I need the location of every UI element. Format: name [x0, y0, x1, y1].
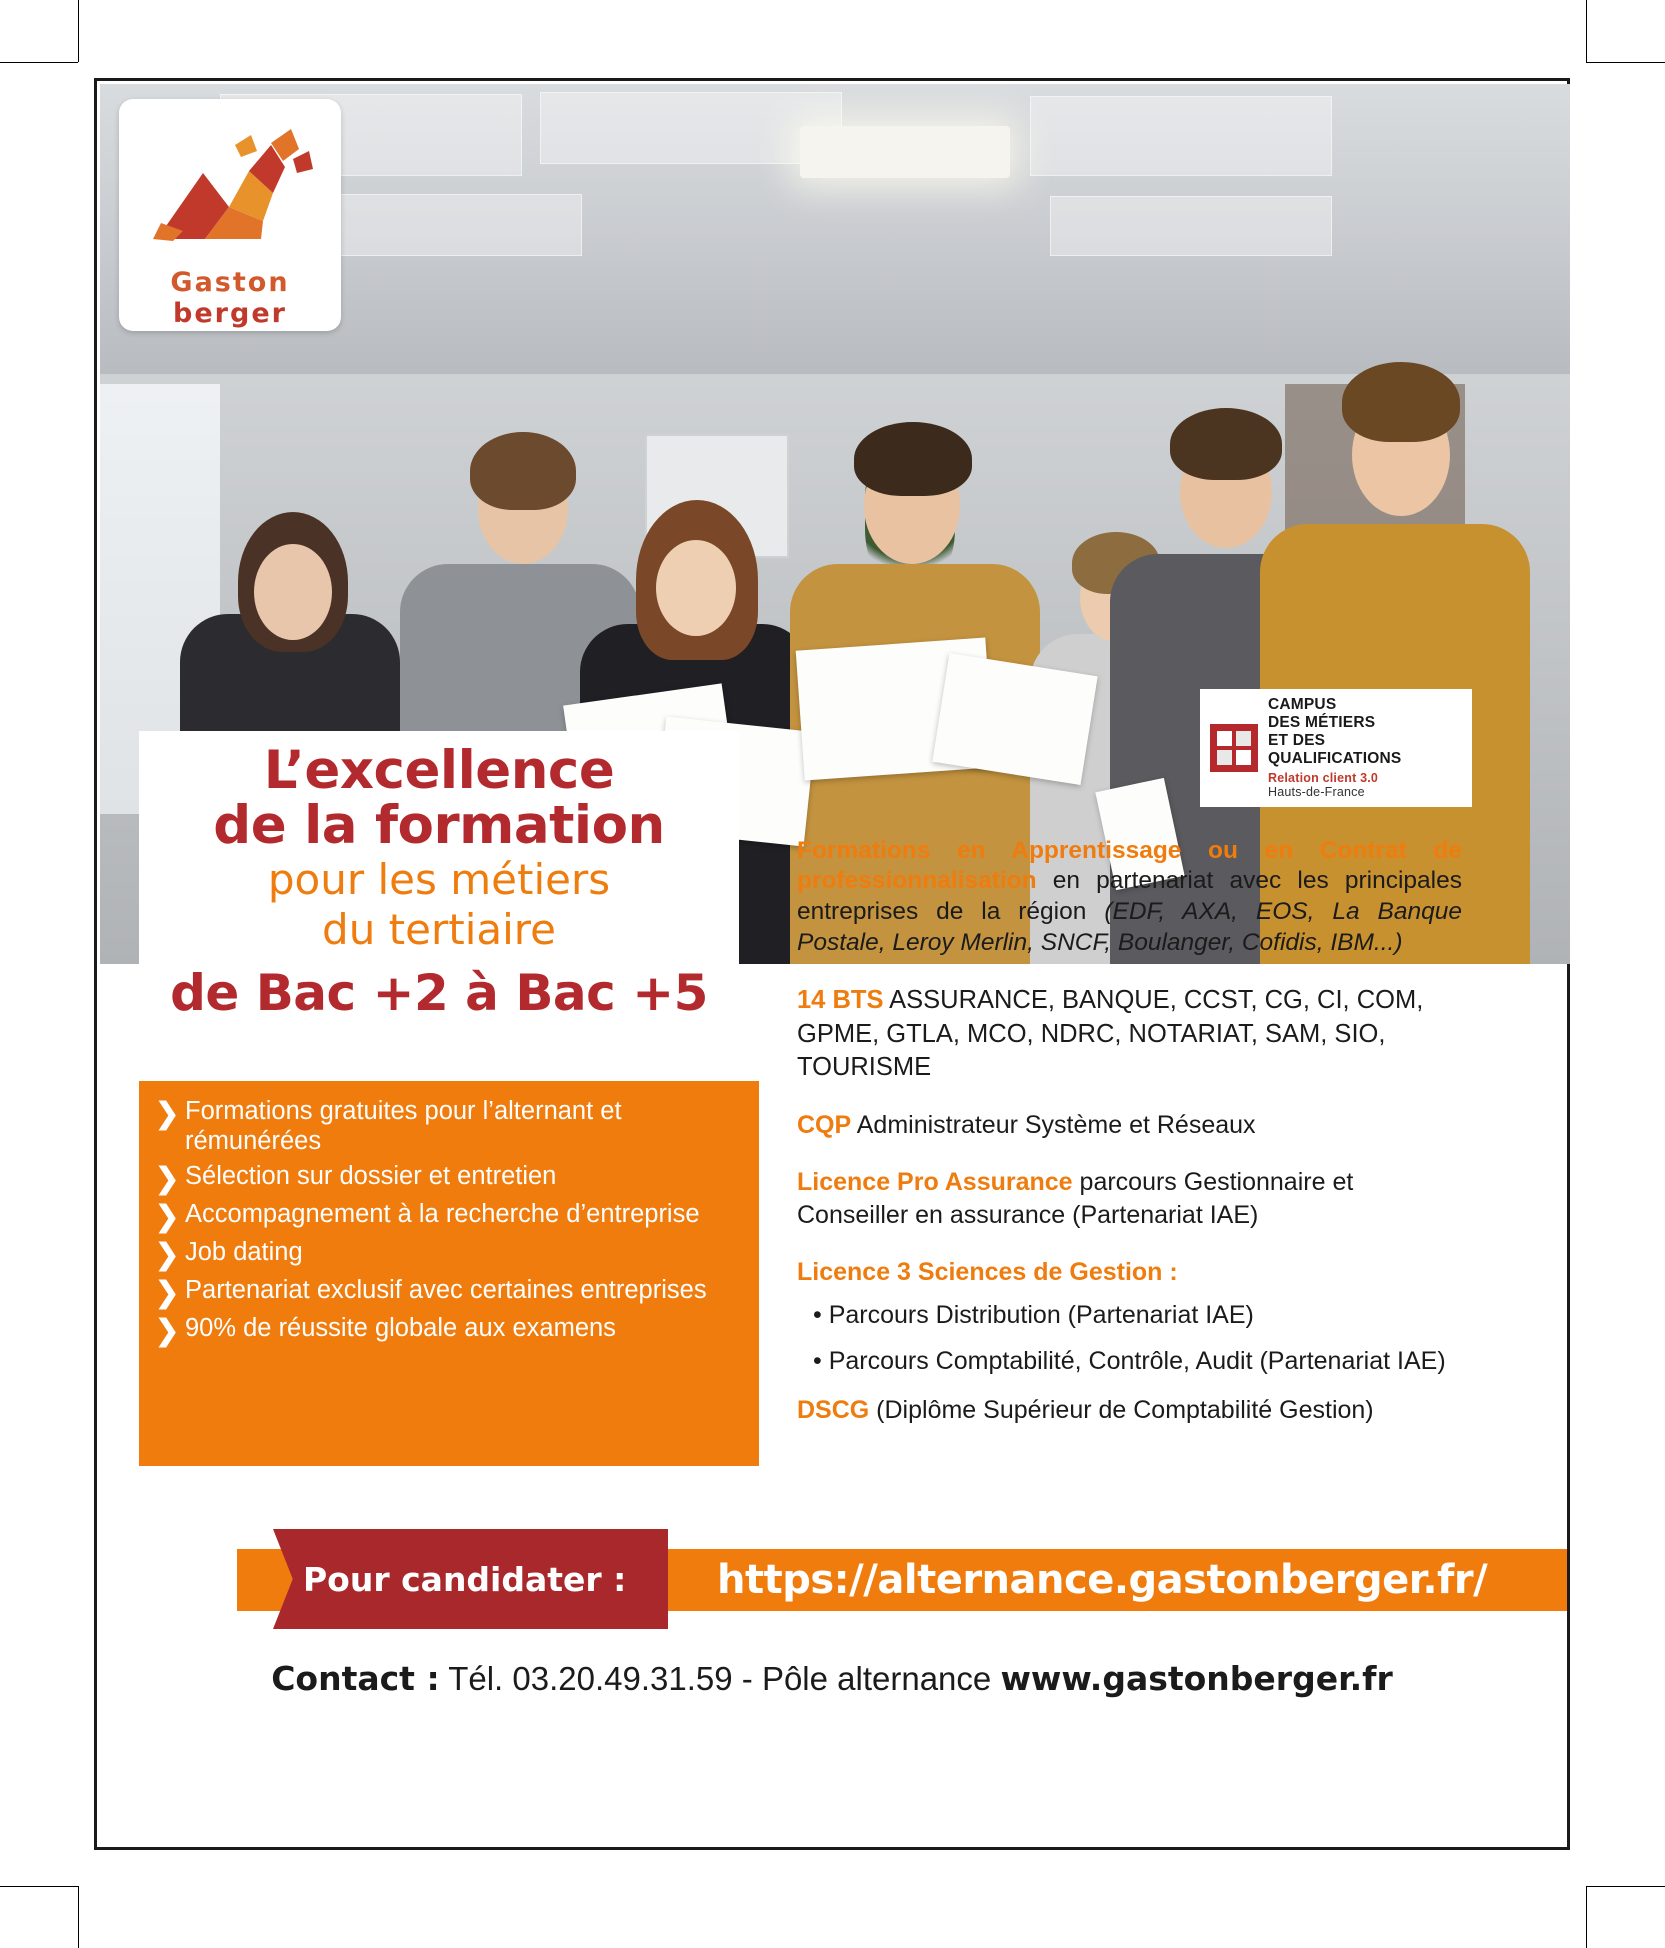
benefit-label: Job dating — [185, 1238, 303, 1267]
campus-line-3: ET DES — [1268, 732, 1326, 749]
contact-website[interactable]: www.gastonberger.fr — [1000, 1659, 1393, 1698]
programs-intro — [797, 836, 1462, 959]
bts-list: ASSURANCE, BANQUE, CCST, CG, CI, COM, GPME, GTLA, MCO, NDRC, NOTARIAT, SAM, SIO, TOURISME — [797, 986, 1424, 1081]
headline-line-1: L’excellence — [263, 740, 615, 801]
licence-pro-text: parcours Gestionnaire et Conseiller en assurance (Partenariat IAE) — [797, 1168, 1354, 1229]
contact-separator: - — [732, 1660, 762, 1697]
list-item — [155, 1238, 741, 1270]
dscg-block — [797, 1394, 1462, 1427]
campus-line-1: CAMPUS — [1268, 696, 1337, 714]
programs-intro-rest: en partenariat avec les principales entreprises de la région — [797, 867, 1462, 926]
crop-mark-bottom-right-vertical — [1586, 1886, 1587, 1948]
licence-pro-label: Licence Pro Assurance — [797, 1168, 1073, 1197]
cqp-label: CQP — [797, 1110, 852, 1139]
headline-box — [139, 731, 739, 1031]
crop-mark-bottom-right-horizontal — [1586, 1886, 1665, 1887]
crop-mark-top-left-vertical — [78, 0, 79, 62]
logo-line-2: berger — [173, 298, 287, 329]
crop-mark-top-right-horizontal — [1586, 62, 1665, 63]
campus-line-4: QUALIFICATIONS — [1268, 749, 1402, 767]
benefit-label: Sélection sur dossier et entretien — [185, 1162, 557, 1191]
contact-phone: Tél. 03.20.49.31.59 — [448, 1660, 733, 1697]
campus-badge-text — [1268, 696, 1401, 800]
programs-column — [797, 811, 1462, 1442]
crop-mark-bottom-left-horizontal — [0, 1886, 78, 1887]
logo-wordmark — [119, 267, 341, 329]
list-item — [155, 1276, 741, 1308]
chevron-right-icon: ❯ — [155, 1201, 180, 1234]
licence3-item: • Parcours Distribution (Partenariat IAE) — [813, 1300, 1254, 1329]
campus-cube-icon — [1208, 722, 1260, 774]
programs-intro-italic: (EDF, AXA, EOS, La Banque Postale, Leroy Merlin, SNCF, Boulanger, Cofidis, IBM...) — [797, 898, 1462, 957]
dscg-text: (Diplôme Supérieur de Comptabilité Gestion) — [869, 1395, 1374, 1424]
cqp-block — [797, 1109, 1462, 1142]
bts-label: 14 BTS — [797, 986, 884, 1015]
headline-line-3: pour les métiers — [267, 855, 611, 905]
crop-mark-top-left-horizontal — [0, 62, 78, 63]
headline-line-4: du tertiaire — [322, 905, 556, 955]
benefits-box — [139, 1081, 759, 1466]
headline-line-5: de Bac +2 à Bac +5 — [170, 963, 708, 1022]
benefit-label: Formations gratuites pour l’alternant et rémunérées — [185, 1097, 622, 1155]
dscg-label: DSCG — [797, 1395, 870, 1424]
list-item — [155, 1314, 741, 1346]
chevron-right-icon: ❯ — [155, 1163, 180, 1196]
list-item — [155, 1097, 741, 1156]
campus-line-2: DES MÉTIERS — [1268, 714, 1376, 732]
chevron-right-icon: ❯ — [155, 1239, 180, 1272]
cta-label: Pour candidater : — [303, 1559, 627, 1599]
crop-mark-top-right-vertical — [1586, 0, 1587, 62]
licence3-item: • Parcours Comptabilité, Contrôle, Audit (Partenariat IAE) — [813, 1347, 1446, 1376]
contact-label: Contact : — [271, 1659, 440, 1698]
list-item — [155, 1200, 741, 1232]
bts-block — [797, 984, 1462, 1083]
chevron-right-icon: ❯ — [155, 1277, 180, 1310]
licence3-label-text: Licence 3 Sciences de Gestion : — [797, 1258, 1178, 1287]
licence3-label — [797, 1256, 1462, 1289]
benefit-label: Accompagnement à la recherche d’entreprise — [185, 1200, 700, 1229]
benefit-label: Partenariat exclusif avec certaines entreprises — [185, 1276, 707, 1305]
chevron-right-icon: ❯ — [155, 1098, 180, 1130]
contact-pole: Pôle alternance — [761, 1660, 992, 1697]
programs-intro-highlight: Formations en Apprentissage ou en Contrat de professionnalisation — [797, 836, 1462, 895]
cqp-text: Administrateur Système et Réseaux — [851, 1110, 1256, 1139]
cta-url[interactable]: https://alternance.gastonberger.fr/ — [717, 1557, 1488, 1603]
benefit-label: 90% de réussite globale aux examens — [185, 1314, 616, 1343]
crop-mark-bottom-left-vertical — [78, 1886, 79, 1948]
licence-pro-block — [797, 1166, 1462, 1231]
gaston-berger-logo-icon — [143, 121, 319, 261]
headline-line-2: de la formation — [213, 795, 665, 857]
chevron-right-icon: ❯ — [155, 1315, 180, 1348]
poster-frame — [94, 78, 1570, 1850]
contact-line — [97, 1659, 1567, 1698]
logo-line-1: Gaston — [170, 267, 290, 298]
campus-badge — [1200, 689, 1472, 807]
campus-sub-2: Hauts-de-France — [1268, 785, 1365, 800]
logo-card — [119, 99, 341, 331]
list-item — [155, 1162, 741, 1194]
campus-sub-1: Relation client 3.0 — [1268, 770, 1379, 785]
photo-brochure — [932, 653, 1097, 785]
